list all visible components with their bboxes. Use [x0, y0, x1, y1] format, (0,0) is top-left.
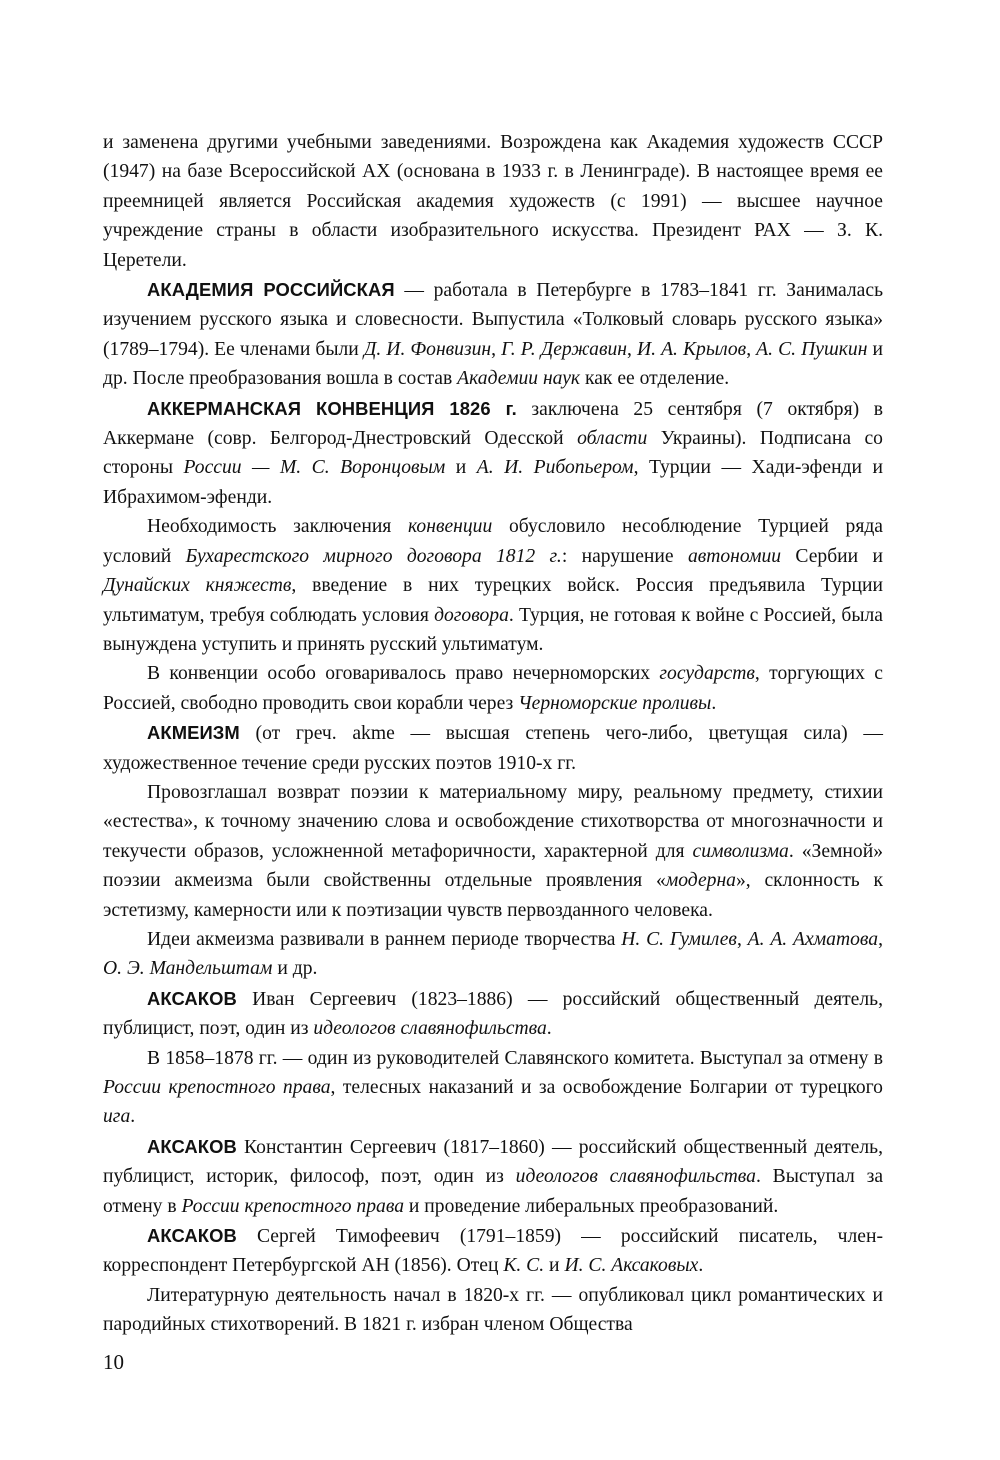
text-run: Провозглашал возврат поэзии к материальному миру, реальному предмету, стихии «естества», к точному значению слова и освобождение стихотворства от многозначности и текучести образов, усложненной метафоричности, характерной для	[103, 781, 883, 862]
cross-reference: А. А. Ахматова	[747, 928, 879, 950]
entry-headword: АКАДЕМИЯ РОССИЙСКАЯ	[147, 279, 395, 301]
cross-reference: идеологов славянофильства	[515, 1166, 756, 1188]
text-run: как ее отделение.	[580, 368, 730, 390]
text-run: и др.	[272, 958, 318, 980]
entry-headword: АКСАКОВ	[147, 987, 237, 1009]
cross-reference: О. Э. Мандельштам	[103, 958, 273, 980]
paragraph	[103, 984, 883, 1044]
text-run: .	[130, 1106, 136, 1128]
cross-reference: Академии наук	[457, 368, 581, 390]
entry-headword: АКМЕИЗМ	[147, 722, 240, 744]
text-run: , торгующих с Россией, свободно проводить свои корабли через	[103, 663, 883, 714]
paragraph	[103, 1044, 883, 1132]
cross-reference: договора	[434, 604, 509, 626]
text-run: Константин Сергеевич (1817–1860) — российский общественный деятель, публицист, историк, философ, поэт, один из	[103, 1136, 883, 1188]
cross-reference: Г. Р. Державин	[501, 338, 627, 360]
paragraph	[103, 718, 883, 778]
cross-reference: Черноморские проливы	[518, 692, 712, 714]
paragraph	[103, 275, 883, 394]
cross-reference: Бухарестского мирного договора 1812 г.	[185, 545, 562, 567]
cross-reference: модерна	[665, 870, 736, 892]
text-run: Сергей Тимофеевич (1791–1859) — российский писатель, член-корреспондент Петербургской АН (1856). Отец	[103, 1226, 883, 1277]
text-run: Сербии и	[781, 545, 883, 567]
paragraph	[103, 1281, 883, 1340]
text-run: Иван Сергеевич (1823–1886) — российский общественный деятель, публицист, поэт, один из	[103, 988, 883, 1040]
text-run: . «Земной» поэзии акмеизма были свойственны отдельные проявления «	[103, 840, 883, 892]
entry-headword: АКСАКОВ	[147, 1135, 237, 1157]
text-run: и проведение либеральных преобразований.	[404, 1195, 779, 1217]
cross-reference: автономии	[687, 545, 782, 567]
cross-reference: Д. И. Фонвизин	[363, 338, 492, 360]
text-run: , Турции — Хади-эфенди и Ибрахимом-эфенди.	[103, 457, 883, 508]
cross-reference: области	[577, 428, 648, 450]
cross-reference: России крепостного права	[103, 1077, 331, 1098]
text-run: ,	[491, 338, 502, 360]
entry-headword: АККЕРМАНСКАЯ КОНВЕНЦИЯ 1826 г.	[147, 397, 517, 419]
text-run: и	[544, 1255, 565, 1277]
text-run: : нарушение	[561, 545, 688, 567]
text-run: Идеи акмеизма развивали в раннем периоде творчества	[147, 928, 622, 950]
cross-reference: К. С.	[503, 1255, 545, 1277]
paragraph	[103, 1221, 883, 1281]
text-run: ,	[878, 928, 883, 950]
text-run: ,	[736, 928, 748, 950]
text-run: и заменена другими учебными заведениями. Возрождена как Академия художеств СССР (1947) на базе Всероссийской АХ (основана в 1933 г. в Ленинграде). В настоящее время ее преемницей является Российская академия художеств (с 1991) — высшее научное учреждение страны в области изобразительного искусства. Президент РАХ — З. К. Церетели.	[103, 132, 883, 271]
text-run: . Выступал за отмену в	[103, 1166, 884, 1217]
text-run: , телесных наказаний и за освобождение Болгарии от турецкого	[330, 1077, 883, 1098]
paragraph	[103, 778, 883, 925]
paragraph	[103, 128, 883, 275]
text-run: (от греч. akme — высшая степень чего-либо, цветущая сила) — художественное течение среди русских поэтов 1910-х гг.	[103, 723, 883, 774]
body-text	[103, 128, 883, 1340]
cross-reference: России — М. С. Воронцовым	[183, 457, 446, 479]
text-run: .	[711, 692, 717, 714]
cross-reference: конвенции	[408, 516, 493, 538]
text-run: ,	[627, 338, 637, 360]
text-run: Украины). Подписана со стороны	[103, 428, 883, 479]
text-run: В конвенции особо оговаривалось право нечерноморских	[147, 663, 660, 685]
cross-reference: А. И. Рибопьером	[476, 457, 634, 479]
text-run: В 1858–1878 гг. — один из руководителей Славянского комитета. Выступал за отмену в	[147, 1047, 883, 1069]
cross-reference: А. С. Пушкин	[756, 338, 868, 360]
cross-reference: России крепостного права	[181, 1195, 404, 1217]
text-run: . Турция, не готовая к войне с Россией, была вынуждена уступить и принять русский ультиматум.	[103, 604, 883, 655]
paragraph	[103, 512, 883, 659]
cross-reference: ига	[103, 1106, 131, 1128]
cross-reference: государств	[659, 663, 755, 685]
paragraph	[103, 1132, 883, 1221]
text-run: .	[698, 1255, 704, 1277]
text-run: , введение в них турецких войск. Россия предъявила Турции ультиматум, требуя соблюдать условия	[103, 575, 883, 626]
cross-reference: символизма	[692, 840, 789, 862]
paragraph	[103, 394, 883, 513]
cross-reference: И. А. Крылов	[636, 338, 747, 360]
text-run: .	[546, 1018, 552, 1040]
entry-headword: АКСАКОВ	[147, 1225, 237, 1247]
text-run: — работала в Петербурге в 1783–1841 гг. Занималась изучением русского языка и словесности. Выпустила «Толковый словарь русского языка» (1789–1794). Ее членами были	[103, 280, 883, 360]
text-run: ,	[746, 338, 757, 360]
text-run: и др. После преобразования вошла в состав	[103, 338, 884, 390]
cross-reference: Н. С. Гумилев	[621, 928, 737, 950]
paragraph	[103, 925, 883, 984]
cross-reference: идеологов славянофильства	[313, 1018, 547, 1040]
text-run: и	[445, 457, 477, 479]
text-run: », склонность к эстетизму, камерности или к поэтизации чувств первозданного человека.	[103, 870, 883, 921]
text-run: Литературную деятельность начал в 1820-х гг. — опубликовал цикл романтических и пародийных стихотворений. В 1821 г. избран членом Общества	[103, 1284, 883, 1336]
cross-reference: Дунайских княжеств	[103, 575, 292, 597]
text-run: Необходимость заключения	[147, 516, 409, 538]
page-number: 10	[103, 1350, 124, 1374]
paragraph	[103, 659, 883, 718]
cross-reference: И. С. Аксаковых	[564, 1255, 699, 1277]
text-run: заключена 25 сентября (7 октября) в Аккермане (совр. Белгород-Днестровский Одесской	[103, 398, 883, 450]
text-run: обусловило несоблюдение Турцией ряда условий	[103, 516, 883, 567]
